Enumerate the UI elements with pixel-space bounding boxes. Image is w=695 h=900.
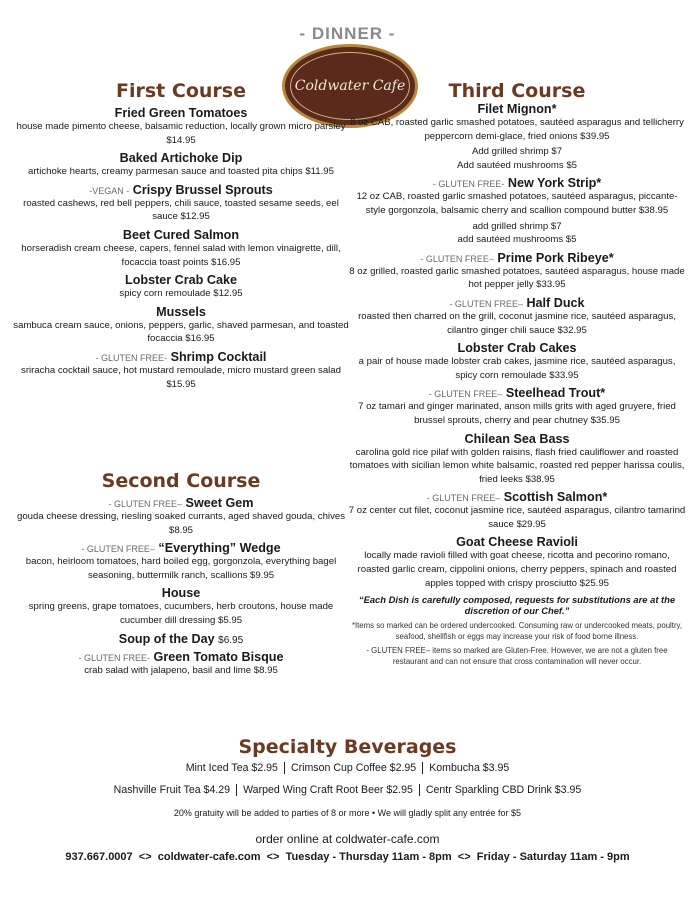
dish-desc: horseradish cream cheese, capers, fennel salad with lemon vinaigrette, dill, focaccia toast points $16.95 xyxy=(21,242,341,268)
dish-name: New York Strip* xyxy=(507,176,602,191)
dish-addon: add sautéed mushrooms $5 xyxy=(457,234,577,246)
dish-name: Soup of the Day xyxy=(118,631,215,646)
dish-name: Filet Mignon* xyxy=(477,102,557,116)
dish-name: Chilean Sea Bass xyxy=(464,431,570,446)
dish-desc: locally made ravioli filled with goat cheese, ricotta and pecorino romano, roasted garlic cream, cippolini onions, cherry peppers, spinach and roasted apples topped with crispy prosciutto $25.95 xyxy=(357,550,677,589)
third-course-section xyxy=(348,80,686,667)
gluten-free-tag: - GLUTEN FREE- xyxy=(78,652,151,663)
dish-desc: sriracha cocktail sauce, hot mustard remoulade, micro mustard green salad $15.95 xyxy=(21,364,341,390)
gluten-free-tag: - GLUTEN FREE– xyxy=(449,298,523,309)
dish-name: Scottish Salmon* xyxy=(503,490,608,505)
dish-desc: crab salad with jalapeno, basil and lime $8.95 xyxy=(84,664,278,676)
dish-addon: Add grilled shrimp $7 xyxy=(471,146,563,158)
dish-desc: 7 oz tamari and ginger marinated, anson mills grits with aged gruyere, fried brussel sprouts, cherry and pear chutney $35.95 xyxy=(358,401,676,426)
gluten-free-disclaimer: - GLUTEN FREE– items so marked are Gluten-Free. However, we are not a gluten free restaurant and can not ensure that cross contamination will never occur. xyxy=(366,646,668,667)
beverages-line-2 xyxy=(0,784,695,796)
dish-desc: gouda cheese dressing, riesling soaked currants, aged shaved gouda, chives $8.95 xyxy=(17,511,345,536)
dish-name: Lobster Crab Cakes xyxy=(457,341,577,356)
dish-desc: 7 oz center cut filet, coconut jasmine rice, sautéed asparagus, cilantro tamarind sauce $29.95 xyxy=(348,505,686,530)
order-online[interactable]: order online at coldwater-cafe.com xyxy=(255,832,440,846)
beverage-item: Kombucha $3.95 xyxy=(429,762,510,774)
dish-desc: bacon, heirloom tomatoes, hard boiled egg, gorgonzola, everything bagel seasoning, buttermilk ranch, scallions $9.95 xyxy=(25,556,337,581)
dish-desc: roasted then charred on the grill, coconut jasmine rice, sautéed asparagus, cilantro ginger chili sauce $32.95 xyxy=(358,310,676,336)
vegan-tag: -VEGAN - xyxy=(89,185,130,196)
dish-name: Sweet Gem xyxy=(185,496,254,510)
second-course-title: Second Course xyxy=(101,470,261,492)
gluten-free-tag: - GLUTEN FREE- xyxy=(95,352,168,363)
second-course-section xyxy=(12,470,350,677)
dish-price: $6.95 xyxy=(218,634,244,646)
dish-desc: a pair of house made lobster crab cakes, jasmine rice, sautéed asparagus, spicy corn remoulade $33.95 xyxy=(358,356,676,381)
gluten-free-tag: - GLUTEN FREE- xyxy=(432,179,505,190)
menu-title: - DINNER - xyxy=(299,24,396,43)
dish-desc: 8 oz grilled, roasted garlic smashed potatoes, sautéed asparagus, house made hot pepper jelly $33.95 xyxy=(349,265,685,291)
dish-name: Steelhead Trout* xyxy=(505,386,606,401)
dish-desc: artichoke hearts, creamy parmesan sauce and toasted pita chips $11.95 xyxy=(28,166,334,178)
dish-name: Prime Pork Ribeye* xyxy=(497,250,614,265)
gratuity-note: 20% gratuity will be added to parties of 8 or more • We will gladly split any entrée for $5 xyxy=(173,808,522,818)
phone-number[interactable]: 937.667.0007 xyxy=(65,851,133,863)
hours-weekday: Tuesday - Thursday 11am - 8pm xyxy=(285,851,452,863)
separator: <> xyxy=(138,851,152,863)
dish-desc: sambuca cream sauce, onions, peppers, garlic, shaved parmesan, and toasted focaccia $16.95 xyxy=(13,319,349,345)
separator: <> xyxy=(457,851,471,863)
chef-note: “Each Dish is carefully composed, requests for substitutions are at the discretion of our Chef.” xyxy=(358,594,676,617)
dish-name: Lobster Crab Cake xyxy=(125,273,237,288)
gluten-free-tag: - GLUTEN FREE– xyxy=(428,389,503,400)
dish-name: Green Tomato Bisque xyxy=(153,649,284,664)
dish-name: Fried Green Tomatoes xyxy=(114,106,248,120)
hours-weekend: Friday - Saturday 11am - 9pm xyxy=(476,851,630,863)
beverages-title: Specialty Beverages xyxy=(238,736,457,758)
dish-name: Mussels xyxy=(156,304,206,319)
beverage-item: Centr Sparkling CBD Drink $3.95 xyxy=(425,784,582,796)
dish-name: Shrimp Cocktail xyxy=(170,349,267,364)
third-course-title: Third Course xyxy=(448,80,586,102)
dish-desc: carolina gold rice pilaf with golden raisins, flash fried cauliflower and roasted tomatoes with sicilian lemon white balsamic, roasted red pepper harissa coulis, fried leeks $38.95 xyxy=(349,446,685,485)
dish-name: Half Duck xyxy=(526,295,585,310)
dish-name: Beet Cured Salmon xyxy=(122,227,240,242)
beverage-item: Mint Iced Tea $2.95 xyxy=(185,762,278,774)
undercooked-disclaimer: *Items so marked can be ordered undercooked. Consuming raw or undercooked meats, poultry, seafood, shellfish or eggs may increase your risk of food borne illness. xyxy=(351,621,683,642)
gluten-free-tag: - GLUTEN FREE– xyxy=(108,499,183,509)
first-course-section xyxy=(12,80,350,391)
dish-desc: house made pimento cheese, balsamic reduction, locally grown micro parsley $14.95 xyxy=(16,121,346,146)
divider xyxy=(422,762,423,774)
dish-desc: roasted cashews, red bell peppers, chili sauce, toasted sesame seeds, eel sauce $12.95 xyxy=(23,197,339,223)
gluten-free-tag: - GLUTEN FREE– xyxy=(420,253,494,264)
divider xyxy=(419,784,420,796)
gluten-free-tag: - GLUTEN FREE– xyxy=(81,544,155,555)
website-link[interactable]: coldwater-cafe.com xyxy=(157,851,261,863)
dish-name: House xyxy=(161,586,201,601)
separator: <> xyxy=(266,851,280,863)
dish-desc: spring greens, grape tomatoes, cucumbers, herb croutons, house made cucumber dill dressing $5.95 xyxy=(28,601,334,626)
divider xyxy=(284,762,285,774)
divider xyxy=(236,784,237,796)
gluten-free-tag: - GLUTEN FREE– xyxy=(426,493,501,504)
contact-line xyxy=(0,851,695,863)
dish-name: Crispy Brussel Sprouts xyxy=(132,182,273,197)
dish-name: Baked Artichoke Dip xyxy=(119,151,243,166)
beverage-item: Warped Wing Craft Root Beer $2.95 xyxy=(243,784,413,796)
dish-addon: add grilled shrimp $7 xyxy=(472,220,562,232)
dish-desc: 12 oz CAB, roasted garlic smashed potatoes, sautéed asparagus, piccante-style gorgonzola, balsamic cherry and scallion compound butter $38.95 xyxy=(356,191,678,216)
dish-name: “Everything” Wedge xyxy=(158,541,281,556)
beverage-item: Crimson Cup Coffee $2.95 xyxy=(290,762,417,774)
dish-name: Goat Cheese Ravioli xyxy=(456,535,578,550)
dish-addon: Add sautéed mushrooms $5 xyxy=(457,159,577,171)
dish-desc: spicy corn remoulade $12.95 xyxy=(119,288,243,300)
beverage-item: Nashville Fruit Tea $4.29 xyxy=(113,784,231,796)
dish-desc: 8 oz CAB, roasted garlic smashed potatoes, sautéed asparagus and tellicherry peppercorn demi-glace, fried onions $39.95 xyxy=(350,117,684,142)
beverages-line-1 xyxy=(0,762,695,774)
logo-text: Coldwater Cafe xyxy=(294,78,406,94)
first-course-title: First Course xyxy=(116,80,246,102)
